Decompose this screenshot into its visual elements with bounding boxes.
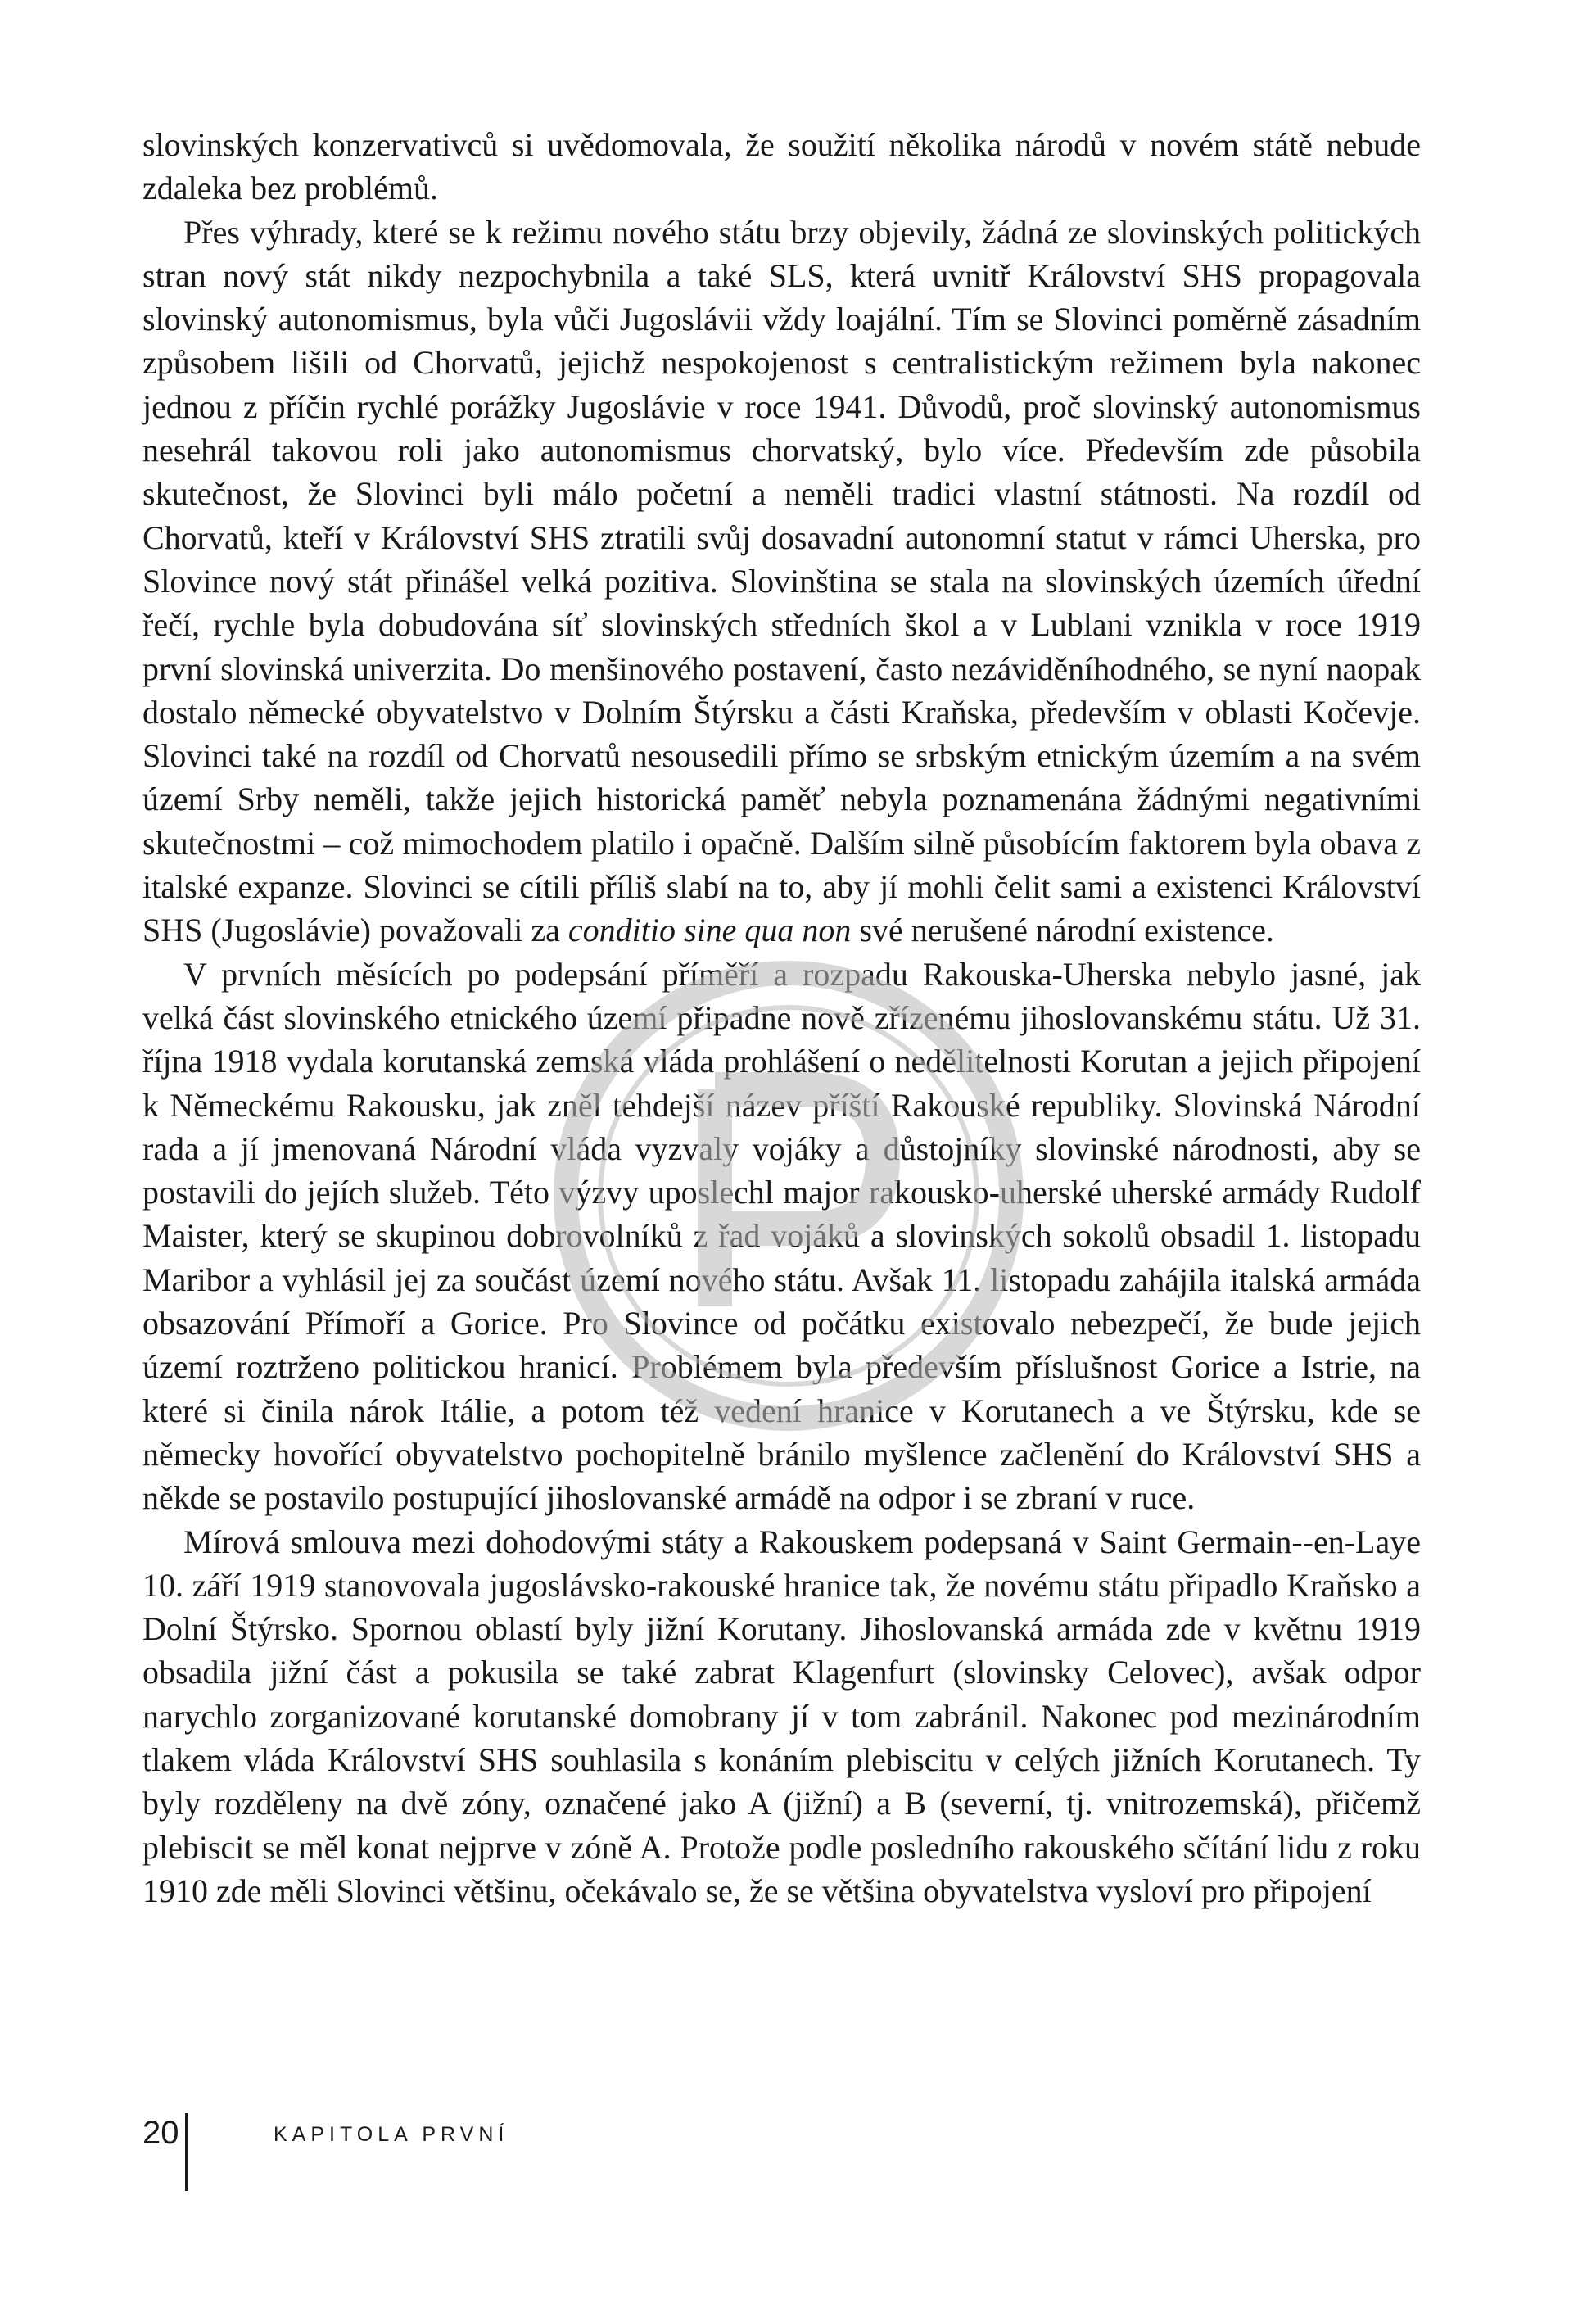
footer-divider — [185, 2113, 188, 2191]
paragraph-continued: slovinských konzervativců si uvědomovala, že soužití několika národů v novém státě nebude zdaleka bez problémů. — [142, 126, 1421, 207]
page-number: 20 — [142, 2115, 179, 2151]
chapter-label: KAPITOLA PRVNÍ — [274, 2123, 509, 2146]
paragraph — [142, 210, 1421, 953]
paragraph: Mírová smlouva mezi dohodovými státy a Rakouskem podepsaná v Saint Germain--en-Laye 10. září 1919 stanovovala jugoslávsko-rakouské hranice tak, že novému státu připadlo Kraňsko a Dolní Štýrsko. Spornou oblastí byly jižní Korutany. Jihoslovanská armáda zde v květnu 1919 obsadila jižní část a pokusila se také zabrat Klagenfurt (slovinsky Celovec), avšak odpor narychlo zorganizované korutanské domobrany jí v tom zabránil. Nakonec pod mezinárodním tlakem vláda Království SHS souhlasila s konáním plebiscitu v celých jižních Korutanech. Ty byly rozděleny na dvě zóny, označené jako A (jižní) a B (severní, tj. vnitrozemská), přičemž plebiscit se měl konat nejprve v zóně A. Protože podle posledního rakouského sčítání lidu z roku 1910 zde měli Slovinci většinu, očekávalo se, že se většina obyvatelstva vysloví pro připojení — [142, 1523, 1421, 1909]
paragraph-text: Přes výhrady, které se k režimu nového státu brzy objevily, žádná ze slovinských politických stran nový stát nikdy nezpochybnila a také SLS, která uvnitř Království SHS propagovala slovinský autonomismus, byla vůči Jugoslávii vždy loajální. Tím se Slovinci poměrně zásadním způsobem lišili od Chorvatů, jejichž nespokojenost s centralistickým režimem byla nakonec jednou z příčin rychlé porážky Jugoslávie v roce 1941. Důvodů, proč slovinský autonomismus nesehrál takovou roli jako autonomismus chorvatský, bylo více. Především zde působila skutečnost, že Slovinci byli málo početní a neměli tradici vlastní státnosti. Na rozdíl od Chorvatů, kteří v Království SHS ztratili svůj dosavadní autonomní statut v rámci Uherska, pro Slovince nový stát přinášel velká pozitiva. Slovinština se stala na slovinských územích úřední řečí, rychle byla dobudována síť slovinských středních škol a v Lublani vznikla v roce 1919 první slovinská univerzita. Do menšinového postavení, často nezáviděníhodného, se nyní naopak dostalo německé obyvatelstvo v Dolním Štýrsku a části Kraňska, především v oblasti Kočevje. Slovinci také na rozdíl od Chorvatů nesousedili přímo se srbským etnickým územím a na svém území Srby neměli, takže jejich historická paměť nebyla poznamenána žádnými negativními skutečnostmi – což mimochodem platilo i opačně. Dalším silně působícím faktorem byla obava z italské expanze. Slovinci se cítili příliš slabí na to, aby jí mohli čelit sami a existenci Království SHS (Jugoslávie) považovali za — [142, 213, 1421, 949]
paragraph-text-end: své nerušené národní existence. — [859, 912, 1274, 949]
italic-phrase: conditio sine qua non — [567, 912, 852, 949]
paragraph: V prvních měsících po podepsání příměří a rozpadu Rakouska-Uherska nebylo jasné, jak velká část slovinského etnického území připadne nově zřízenému jihoslovanskému státu. Už 31. října 1918 vydala korutanská zemská vláda prohlášení o nedělitelnosti Korutan a jejich připojení k Německému Rakousku, jak zněl tehdejší název příští Rakouské republiky. Slovinská Národní rada a jí jmenovaná Národní vláda vyzvaly vojáky a důstojníky slovinské národnosti, aby se postavili do jejích služeb. Této výzvy uposlechl major rakousko-uherské uherské armády Rudolf Maister, který se skupinou dobrovolníků z řad vojáků a slovinských sokolů obsadil 1. listopadu Maribor a vyhlásil jej za součást území nového státu. Avšak 11. listopadu zahájila italská armáda obsazování Přímoří a Gorice. Pro Slovince od počátku existovalo nebezpečí, že bude jejich území roztrženo politickou hranicí. Problémem byla především příslušnost Gorice a Istrie, na které si činila nárok Itálie, a potom též vedení hranice v Korutanech a ve Štýrsku, kde se německy hovořící obyvatelstvo pochopitelně bránilo myšlence začlenění do Království SHS a někde se postavilo postupující jihoslovanské armádě na odpor i se zbraní v ruce. — [142, 955, 1421, 1517]
body-text — [142, 123, 1421, 1912]
